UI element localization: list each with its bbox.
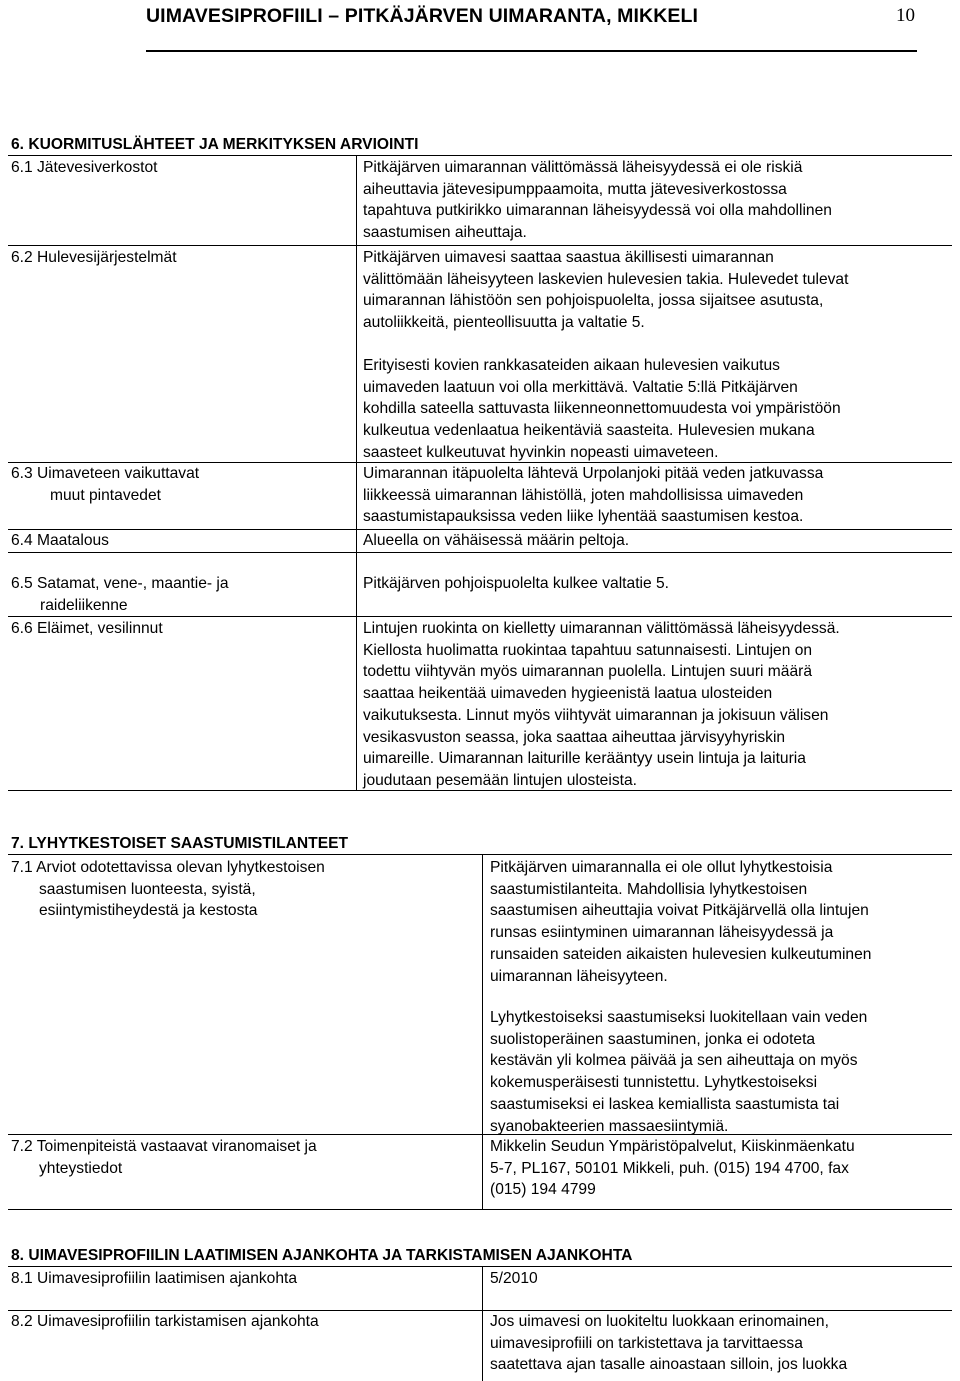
section-6-heading: 6. KUORMITUSLÄHTEET JA MERKITYKSEN ARVIOINTI bbox=[11, 136, 419, 153]
row-6-4-text: Alueella on vähäisessä määrin peltoja. bbox=[363, 532, 630, 549]
section-7-bottom-rule bbox=[8, 1209, 952, 1210]
row-6-2-text: Pitkäjärven uimavesi saattaa saastua äkillisesti uimarannan välittömään läheisyyteen laskevien hulevesien takia. Hulevedet tulevat uimarannan lähistöön sen pohjoispuolelta, jossa sijaitsee asutusta, autoliikkeitä, pienteollisuutta ja valtatie 5. bbox=[363, 249, 849, 332]
row-6-6-text: Lintujen ruokinta on kielletty uimarannan välittömässä läheisyydessä. Kiellosta huolimatta ruokintaa tapahtuu satunnaisesti. Lintujen on todettu viihtyvän myös uimarannan puolella. Lintujen suuri määrä saattaa heikentää uimaveden hygieenistä laatua ulosteiden vaikutuksesta. Linnut myös viihtyvät uimarannan ja jokisuun välisen vesikasvuston seassa, joka saattaa aiheuttaa järvisyyhyriskin uimareille. Uimarannan laiturille kerääntyy usein lintuja ja laituria joudutaan pesemään lintujen ulosteista. bbox=[363, 620, 840, 789]
page-number: 10 bbox=[896, 5, 915, 26]
row-8-2-text: Jos uimavesi on luokiteltu luokkaan erinomainen, uimavesiprofiili on tarkistettava ja tarvittaessa saatettava ajan tasalle ainoastaan silloin, jos luokka bbox=[490, 1313, 848, 1374]
row-6-2-text-continued: Erityisesti kovien rankkasateiden aikaan hulevesien vaikutus uimaveden laatuun voi olla merkittävä. Valtatie 5:llä Pitkäjärven kohdilla sateella sattuvasta liikenneonnettomuudesta voi ympäristöön kulkeutua vedenlaatua heikentäviä saasteita. Hulevesien mukana saasteet kulkeutuvat hyvinkin nopeasti uimaveteen. bbox=[363, 357, 841, 461]
row-6-1-label: 6.1 Jätevesiverkostot bbox=[11, 159, 158, 176]
section-7-column-divider bbox=[482, 854, 483, 1209]
row-divider bbox=[8, 1134, 952, 1135]
section-7-heading: 7. LYHYTKESTOISET SAASTUMISTILANTEET bbox=[11, 835, 349, 852]
section-8-heading: 8. UIMAVESIPROFIILIN LAATIMISEN AJANKOHTA JA TARKISTAMISEN AJANKOHTA bbox=[11, 1247, 633, 1264]
document-header-title: UIMAVESIPROFIILI – PITKÄJÄRVEN UIMARANTA, MIKKELI bbox=[146, 5, 699, 27]
row-6-1-text: Pitkäjärven uimarannan välittömässä läheisyydessä ei ole riskiä aiheuttavia jätevesipumppaamoita, mutta jätevesiverkostossa tapahtuva putkirikko uimarannan läheisyydessä voi olla mahdollinen saastumisen aiheuttaja. bbox=[363, 159, 832, 242]
row-6-5-label: 6.5 Satamat, vene-, maantie- ja raideliikenne bbox=[11, 575, 229, 614]
row-8-1-text: 5/2010 bbox=[490, 1270, 538, 1287]
row-divider bbox=[8, 616, 952, 617]
row-7-1-text-continued: Lyhytkestoiseksi saastumiseksi luokitellaan vain veden suolistoperäinen saastuminen, jonka ei odoteta kestävän yli kolmea päivää ja sen aiheuttaja on myös kokemusperäisesti tunnistettu. Lyhytkestoiseksi saastumiseksi ei laskea kemiallista saastumista tai syanobakteerien massaesiintymiä. bbox=[490, 1009, 868, 1135]
row-6-3-text: Uimarannan itäpuolelta lähtevä Urpolanjoki pitää veden jatkuvassa liikkeessä uimarannan lähistöllä, joten mahdollisissa uimaveden saastumistapauksissa veden liike lyhentää saastumisen kestoa. bbox=[363, 465, 824, 526]
row-divider bbox=[8, 245, 952, 246]
section-7-top-rule bbox=[8, 854, 952, 855]
row-6-3-label: 6.3 Uimaveteen vaikuttavat muut pintavedet bbox=[11, 465, 200, 504]
section-6-top-rule bbox=[8, 155, 952, 156]
row-7-2-label: 7.2 Toimenpiteistä vastaavat viranomaiset ja yhteystiedot bbox=[11, 1138, 317, 1177]
section-6-column-divider bbox=[356, 155, 357, 790]
row-divider bbox=[8, 552, 952, 553]
section-6-bottom-rule bbox=[8, 790, 952, 791]
row-7-1-text: Pitkäjärven uimarannalla ei ole ollut lyhytkestoisia saastumistilanteita. Mahdollisia lyhytkestoisen saastumisen aiheuttajia voivat Pitkäjärvellä olla lintujen runsas esiintyminen uimarannan läheisyydessä ja runsaiden sateiden aikaisten hulevesien kulkeutuminen uimarannan läheisyyteen. bbox=[490, 859, 872, 985]
row-8-2-label: 8.2 Uimavesiprofiilin tarkistamisen ajankohta bbox=[11, 1313, 319, 1330]
row-6-2-label: 6.2 Hulevesijärjestelmät bbox=[11, 249, 177, 266]
section-8-column-divider bbox=[482, 1266, 483, 1381]
row-6-5-text: Pitkäjärven pohjoispuolelta kulkee valtatie 5. bbox=[363, 575, 669, 592]
row-6-4-label: 6.4 Maatalous bbox=[11, 532, 109, 549]
section-8-top-rule bbox=[8, 1266, 952, 1267]
row-6-6-label: 6.6 Eläimet, vesilinnut bbox=[11, 620, 163, 637]
row-8-1-label: 8.1 Uimavesiprofiilin laatimisen ajankohta bbox=[11, 1270, 298, 1287]
row-7-1-label: 7.1 Arviot odotettavissa olevan lyhytkestoisen saastumisen luonteesta, syistä, esiintymistiheydestä ja kestosta bbox=[11, 859, 325, 920]
header-divider bbox=[146, 50, 917, 52]
row-7-2-text: Mikkelin Seudun Ympäristöpalvelut, Kiiskinmäenkatu 5-7, PL167, 50101 Mikkeli, puh. (015) 194 4700, fax (015) 194 4799 bbox=[490, 1138, 855, 1199]
